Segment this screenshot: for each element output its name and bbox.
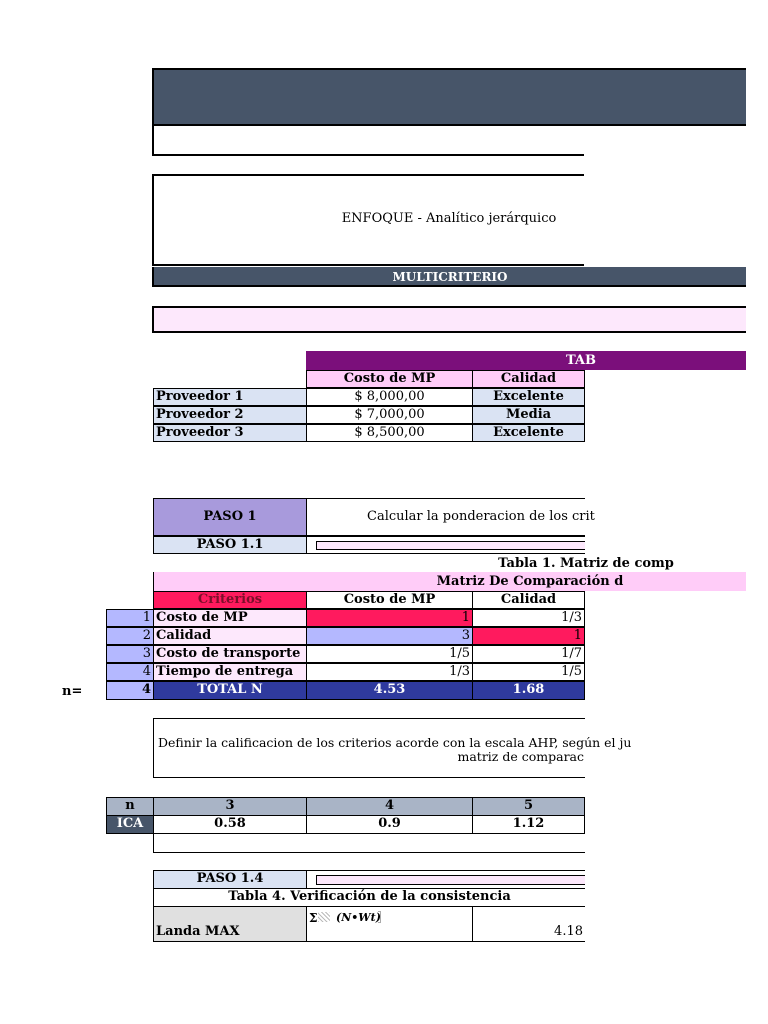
top-banner xyxy=(152,68,746,126)
ica-n-label: n xyxy=(106,797,154,816)
ica-n-value: 4 xyxy=(306,797,473,816)
matrix-row-index: 2 xyxy=(106,627,154,645)
approach-title: ENFOQUE - Analítico jerárquico xyxy=(341,211,557,226)
multicriterio-band: MULTICRITERIO xyxy=(152,267,746,287)
ica-value: 0.58 xyxy=(153,815,307,834)
matrix-header-quality: Calidad xyxy=(472,591,585,609)
definition-line2: matriz de comparac xyxy=(457,749,584,764)
step1-label: PASO 1 xyxy=(153,498,307,536)
matrix-row-name: Calidad xyxy=(153,627,307,645)
supplier-name: Proveedor 3 xyxy=(153,424,307,442)
total-value: 4.53 xyxy=(306,681,473,700)
formula-text: (N•Wt) xyxy=(336,911,381,924)
matrix-header-criteria: Criterios xyxy=(153,591,307,609)
ica-spacer-row xyxy=(153,833,585,853)
supplier-quality: Excelente xyxy=(472,424,585,442)
matrix-row-index: 4 xyxy=(106,663,154,681)
col-header-cost: Costo de MP xyxy=(306,370,473,388)
supplier-cost: $ 8,500,00 xyxy=(306,424,473,442)
ica-n-value: 3 xyxy=(153,797,307,816)
matrix-table-title: Tabla 1. Matriz de comp xyxy=(498,556,674,571)
ica-value: 0.9 xyxy=(306,815,473,834)
supplier-name: Proveedor 1 xyxy=(153,388,307,406)
consistency-table-title: Tabla 4. Verificación de la consistencia xyxy=(153,888,585,907)
supplier-quality: Excelente xyxy=(472,388,585,406)
landa-max-value: 4.18 xyxy=(472,906,585,942)
n-value: 4 xyxy=(106,681,154,700)
matrix-cell: 3 xyxy=(306,627,473,645)
supplier-name: Proveedor 2 xyxy=(153,406,307,424)
formula-glyph xyxy=(318,912,330,922)
matrix-cell: 1/3 xyxy=(306,663,473,681)
step1-1-input-bar xyxy=(316,541,585,550)
landa-max-label: Landa MAX xyxy=(153,906,307,942)
matrix-row-index: 1 xyxy=(106,609,154,627)
step1-4-label: PASO 1.4 xyxy=(153,870,307,889)
matrix-row-index: 3 xyxy=(106,645,154,663)
formula-bracket xyxy=(378,911,381,923)
suppliers-table-title: TAB xyxy=(306,351,746,370)
matrix-cell: 1/7 xyxy=(472,645,585,663)
n-label: n= xyxy=(62,684,83,699)
step1-1-label: PASO 1.1 xyxy=(153,536,307,554)
definition-line1: Definir la calificacion de los criterios acorde con la escala AHP, según el ju xyxy=(158,735,632,750)
ica-value: 1.12 xyxy=(472,815,585,834)
pink-info-box xyxy=(152,306,746,333)
matrix-subtitle: Matriz De Comparación d xyxy=(153,572,746,591)
supplier-cost: $ 7,000,00 xyxy=(306,406,473,424)
ica-n-value: 5 xyxy=(472,797,585,816)
matrix-header-cost: Costo de MP xyxy=(306,591,473,609)
col-header-quality: Calidad xyxy=(472,370,585,388)
ica-label: ICA xyxy=(106,815,154,834)
matrix-cell: 1 xyxy=(306,609,473,627)
matrix-row-name: Costo de transporte xyxy=(153,645,307,663)
matrix-row-name: Costo de MP xyxy=(153,609,307,627)
formula-cell xyxy=(306,906,473,942)
total-label: TOTAL N xyxy=(153,681,307,700)
supplier-cost: $ 8,000,00 xyxy=(306,388,473,406)
step1-4-input-bar xyxy=(316,875,585,885)
supplier-quality: Media xyxy=(472,406,585,424)
step1-text: Calcular la ponderacion de los crit xyxy=(306,498,585,536)
total-value: 1.68 xyxy=(472,681,585,700)
sum-symbol: Σ xyxy=(309,911,318,925)
matrix-cell: 1/3 xyxy=(472,609,585,627)
banner-subrow xyxy=(152,126,584,156)
matrix-cell: 1/5 xyxy=(472,663,585,681)
matrix-row-name: Tiempo de entrega xyxy=(153,663,307,681)
matrix-cell: 1/5 xyxy=(306,645,473,663)
matrix-cell: 1 xyxy=(472,627,585,645)
